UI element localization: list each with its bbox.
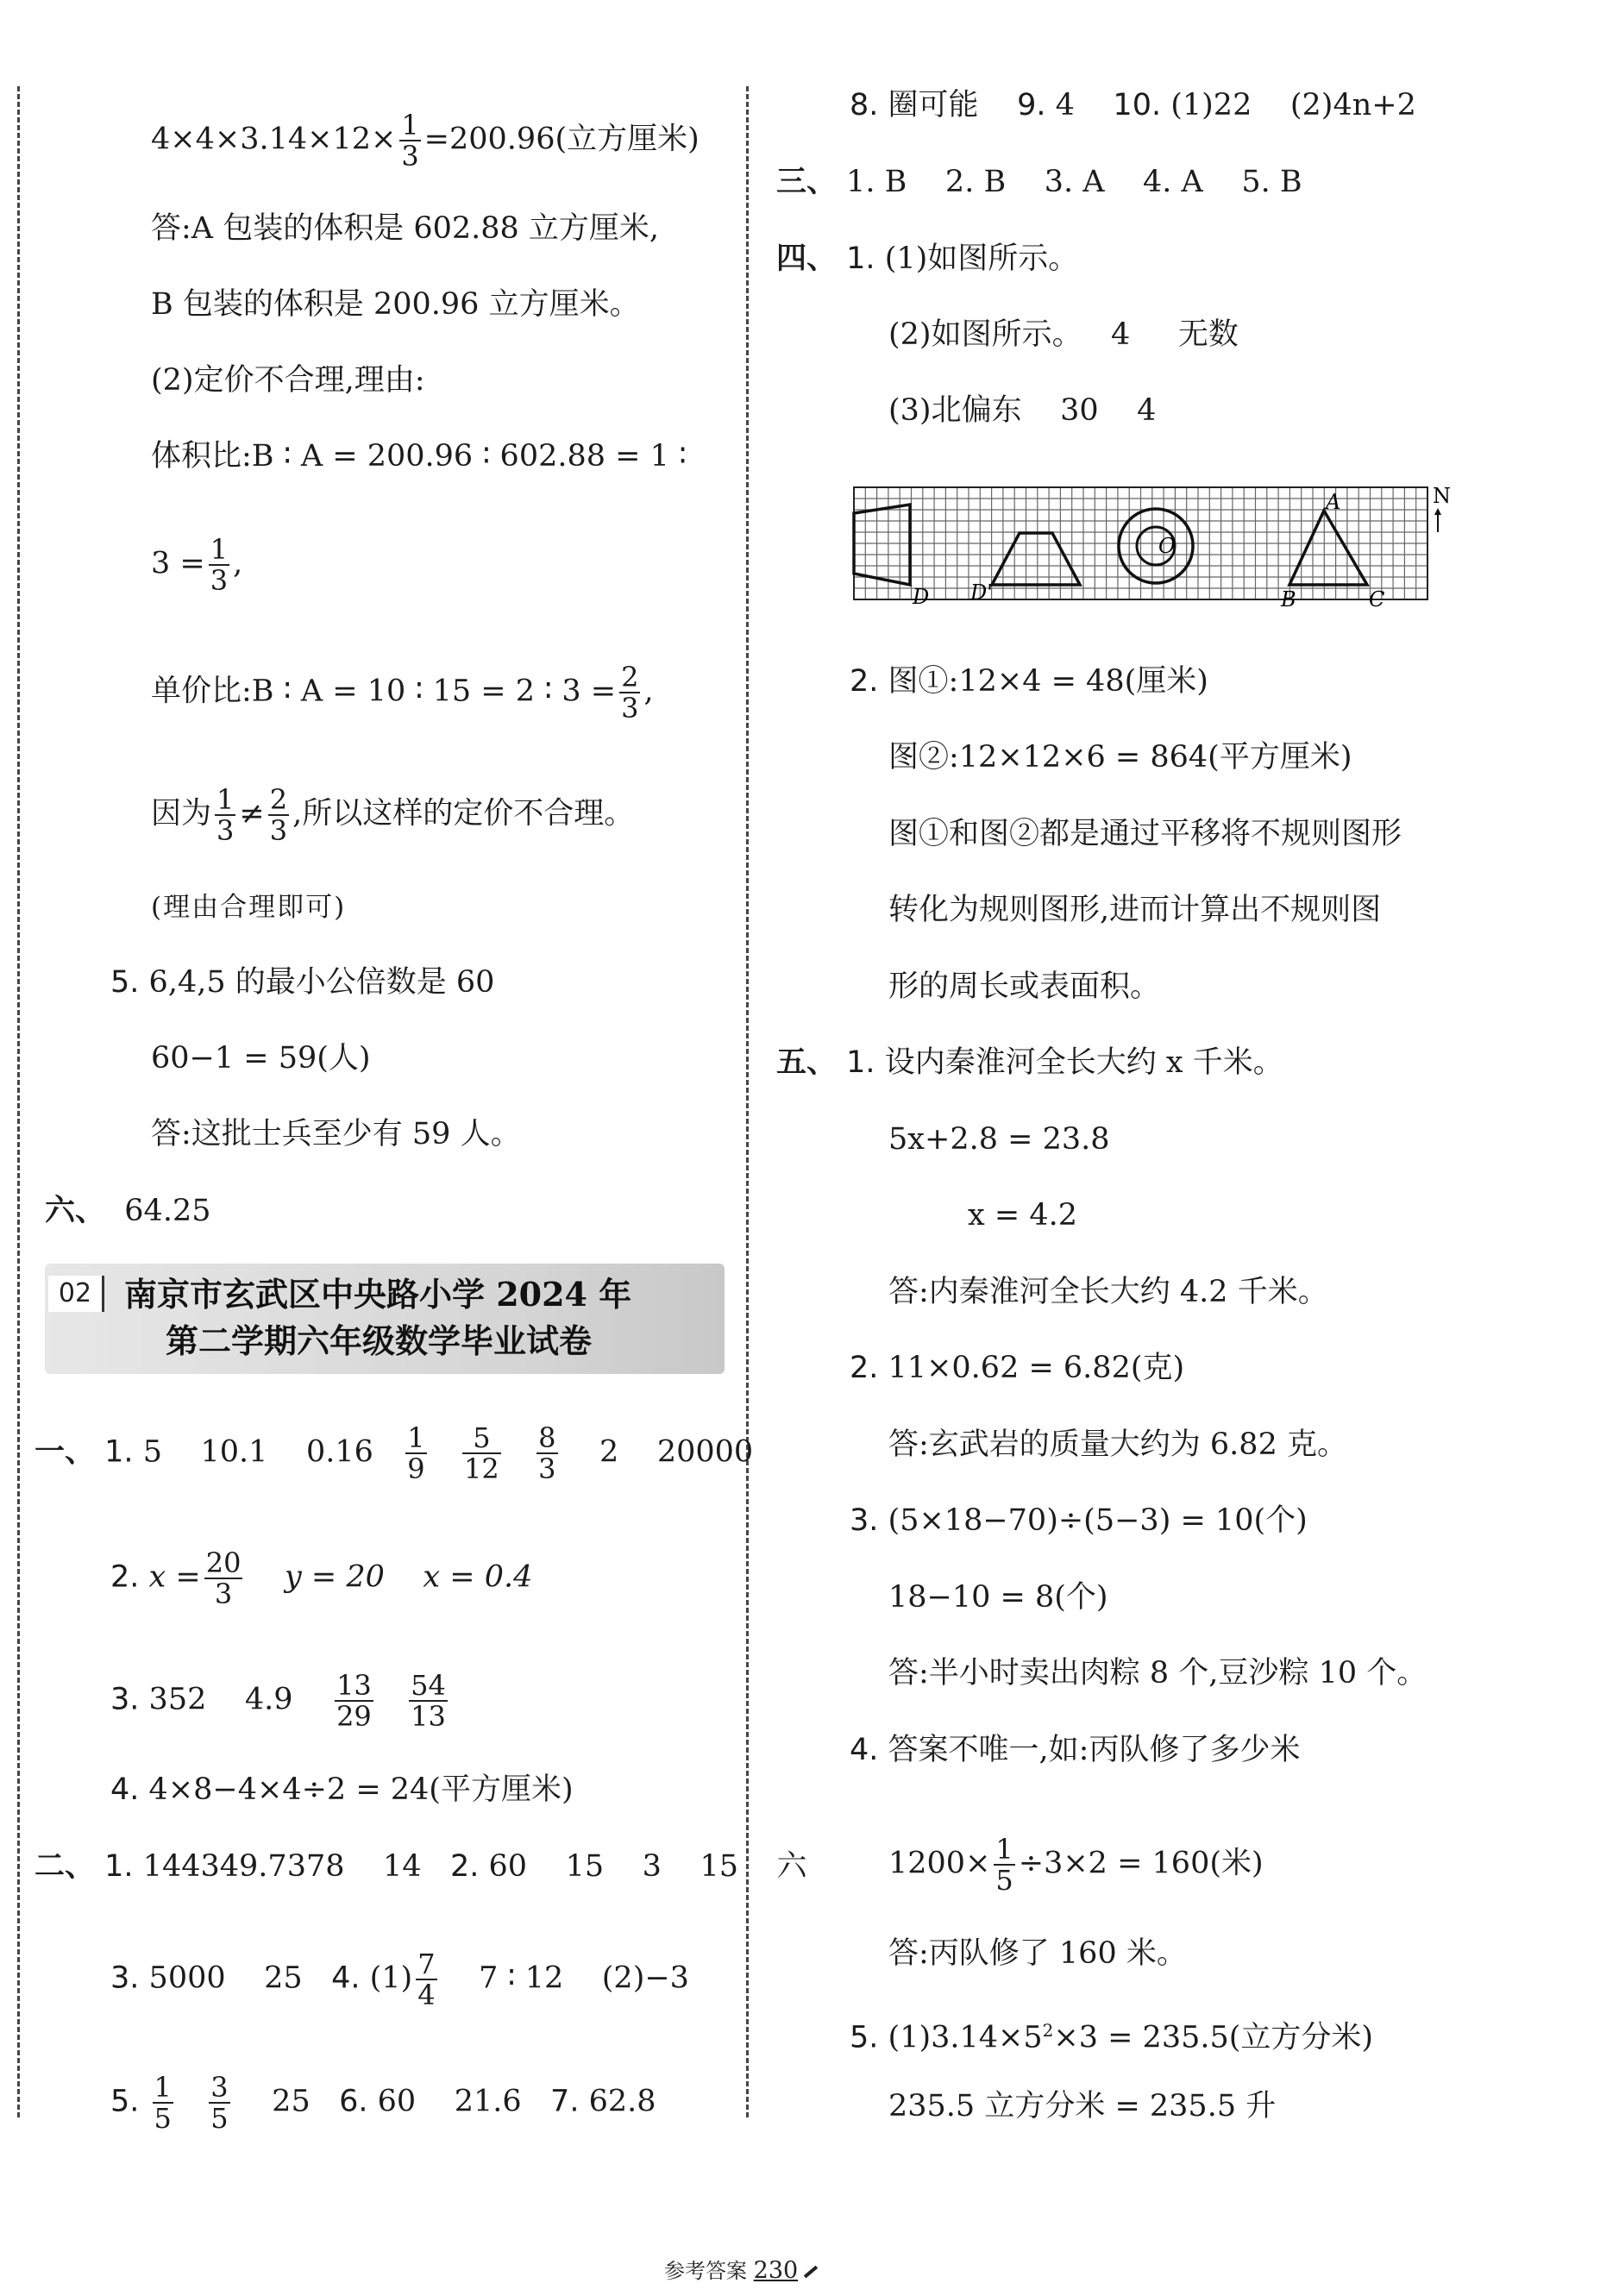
conclusion: 因为 $\frac{1}{3}$ ≠ $\frac{2}{3}$ ,所以这样的定价不合理。 [151, 783, 635, 847]
fraction: $\frac{1}{9}$ [407, 1421, 425, 1485]
label-d: D [913, 585, 930, 608]
s5-q2-answer: 答:玄武岩的质量大约为 6.82 克。 [888, 1427, 1347, 1462]
column-divider [746, 86, 749, 2117]
expr-text: 4×4×3.14×12× [151, 122, 397, 157]
fraction: $\frac{1}{3}$ [401, 109, 419, 173]
q5-answer: 答:这批士兵至少有 59 人。 [151, 1117, 521, 1151]
s5-q5: 5. $(1)3.14\times 5^2\times 3 = 235.5$(立方分米) [850, 2020, 1374, 2055]
north-arrow-head [1434, 508, 1441, 515]
s5-q3-answer: 答:半小时卖出肉粽 8 个,豆沙粽 10 个。 [888, 1656, 1427, 1691]
q5-calc: 60−1 = 59(人) [151, 1041, 371, 1076]
sec1-q2: 2. x = $\frac{20}{3}$ y = 20 x = 0.4 [110, 1546, 533, 1610]
pen-icon [804, 2266, 818, 2279]
sec2-q3-q4: 3. 5000 25 4. (1) $\frac{7}{4}$ 7 ∶ 12 (2)−3 [110, 1948, 689, 2011]
exam-title-banner [45, 1264, 725, 1374]
s5-q5-convert: 235.5 立方分米 = 235.5 升 [888, 2089, 1277, 2123]
fraction: $\frac{3}{5}$ [210, 2071, 229, 2135]
s4-q2-c: 图①和图②都是通过平移将不规则图形 [888, 817, 1402, 851]
s4-q2-e: 形的周长或表面积。 [888, 969, 1161, 1004]
s5-q1-answer: 答:内秦淮河全长大约 4.2 千米。 [888, 1275, 1328, 1309]
section-five-q1: 五、 1. 设内秦淮河全长大约 x 千米。 [776, 1045, 1283, 1080]
answer-a-volume: 答:A 包装的体积是 602.88 立方厘米, [151, 211, 660, 246]
exam-title-line2: 第二学期六年级数学毕业试卷 [166, 1321, 593, 1360]
left-margin-rule [17, 86, 20, 2117]
s4-q2-b: 图②:12×12×6 = 864(平方厘米) [888, 740, 1352, 775]
fraction: $\frac{1}{3}$ [216, 783, 235, 847]
s5-q1-eq: 5x+2.8 = 23.8 [888, 1122, 1110, 1157]
fraction: $\frac{2}{3}$ [269, 783, 288, 847]
part2-heading: (2)定价不合理,理由: [151, 363, 425, 398]
volume-ratio-cont: 3 = $\frac{1}{3}$ , [151, 533, 243, 597]
footer-label: 参考答案 [664, 2259, 747, 2283]
s5-q3-calc: 18−10 = 8(个) [888, 1580, 1108, 1615]
fraction: $\frac{1}{5}$ [154, 2071, 172, 2135]
sec2-q1-q2: 二、 1. 144349.7378 14 2. 60 15 3 15 六 [35, 1849, 807, 1884]
s5-q4-answer: 答:丙队修了 160 米。 [888, 1936, 1187, 1971]
s5-q4: 4. 答案不唯一,如:丙队修了多少米 [850, 1733, 1301, 1767]
page-footer [664, 2254, 819, 2284]
circle-outer [1119, 509, 1193, 583]
fraction: $\frac{7}{4}$ [417, 1948, 436, 2011]
reason-note: (理由合理即可) [151, 892, 347, 923]
fraction: $\frac{20}{3}$ [205, 1546, 242, 1610]
fraction: $\frac{13}{29}$ [336, 1669, 372, 1733]
label-o: O [1158, 534, 1176, 558]
section-six: 六、 64.25 [45, 1194, 211, 1228]
exam-title-line1: 南京市玄武区中央路小学 2024 年 [124, 1275, 632, 1314]
s4-q1-part2: (2)如图所示。 4 无数 [888, 317, 1239, 352]
s5-q2: 2. 11×0.62 = 6.82(克) [850, 1351, 1185, 1385]
shape-quadrilateral [854, 505, 910, 585]
label-d-prime: D' [970, 580, 993, 605]
north-label: N [1433, 484, 1451, 508]
label-a: A [1326, 490, 1341, 514]
fraction: $\frac{54}{13}$ [411, 1669, 446, 1733]
label-c: C [1369, 587, 1385, 608]
s4-q2-a: 2. 图①:12×4 = 48(厘米) [850, 664, 1208, 699]
fraction: $\frac{5}{12}$ [464, 1421, 499, 1485]
label-b: B [1281, 587, 1296, 608]
volume-b-calc [151, 110, 700, 171]
sec2-q5-q7: 5. $\frac{1}{5}$ $\frac{3}{5}$ 25 6. 60 21.6 7. 62.8 [110, 2071, 656, 2135]
s5-q3: 3. (5×18−70)÷(5−3) = 10(个) [850, 1503, 1308, 1538]
page-number: 230 [753, 2257, 799, 2284]
unit-price-ratio: 单价比:B ∶ A = 10 ∶ 15 = 2 ∶ 3 = $\frac{2}{3}$ , [151, 661, 654, 725]
fraction: $\frac{2}{3}$ [621, 661, 639, 725]
s4-q1-part3: (3)北偏东 30 4 [888, 393, 1157, 428]
s5-q4-calc: 1200× $\frac{1}{5}$ ÷3×2 = 160(米) [888, 1833, 1264, 1897]
q5-lcm: 5. 6,4,5 的最小公倍数是 60 [110, 965, 495, 1000]
sec1-q1: 一、 1. 5 10.1 0.16 $\frac{1}{9}$ $\frac{5}{12}$ $\frac{8}{3}$ 2 20000 [35, 1421, 754, 1485]
volume-ratio: 体积比:B ∶ A = 200.96 ∶ 602.88 = 1 ∶ [151, 439, 687, 474]
fraction: $\frac{1}{3}$ [210, 533, 229, 597]
section-four-q1: 四、 1. (1)如图所示。 [776, 242, 1079, 276]
section-three: 三、 1. B 2. B 3. A 4. A 5. B [776, 165, 1302, 199]
result-text: =200.96(立方厘米) [424, 122, 700, 157]
s4-q2-d: 转化为规则图形,进而计算出不规则图 [888, 893, 1382, 927]
sec1-q3: 3. 352 4.9 $\frac{13}{29}$ $\frac{54}{13}$ [110, 1669, 446, 1733]
q8-q10: 8. 圈可能 9. 4 10. (1)22 (2)4n+2 [850, 88, 1416, 122]
s5-q1-solution: x = 4.2 [968, 1198, 1077, 1233]
fraction: $\frac{8}{3}$ [538, 1421, 556, 1485]
grid-figure [841, 479, 1453, 608]
fraction: $\frac{1}{5}$ [995, 1833, 1013, 1897]
answer-b-volume: B 包装的体积是 200.96 立方厘米。 [151, 287, 640, 322]
sec1-q4: 4. 4×8−4×4÷2 = 24(平方厘米) [110, 1772, 574, 1807]
exam-number: 02 [48, 1276, 104, 1312]
